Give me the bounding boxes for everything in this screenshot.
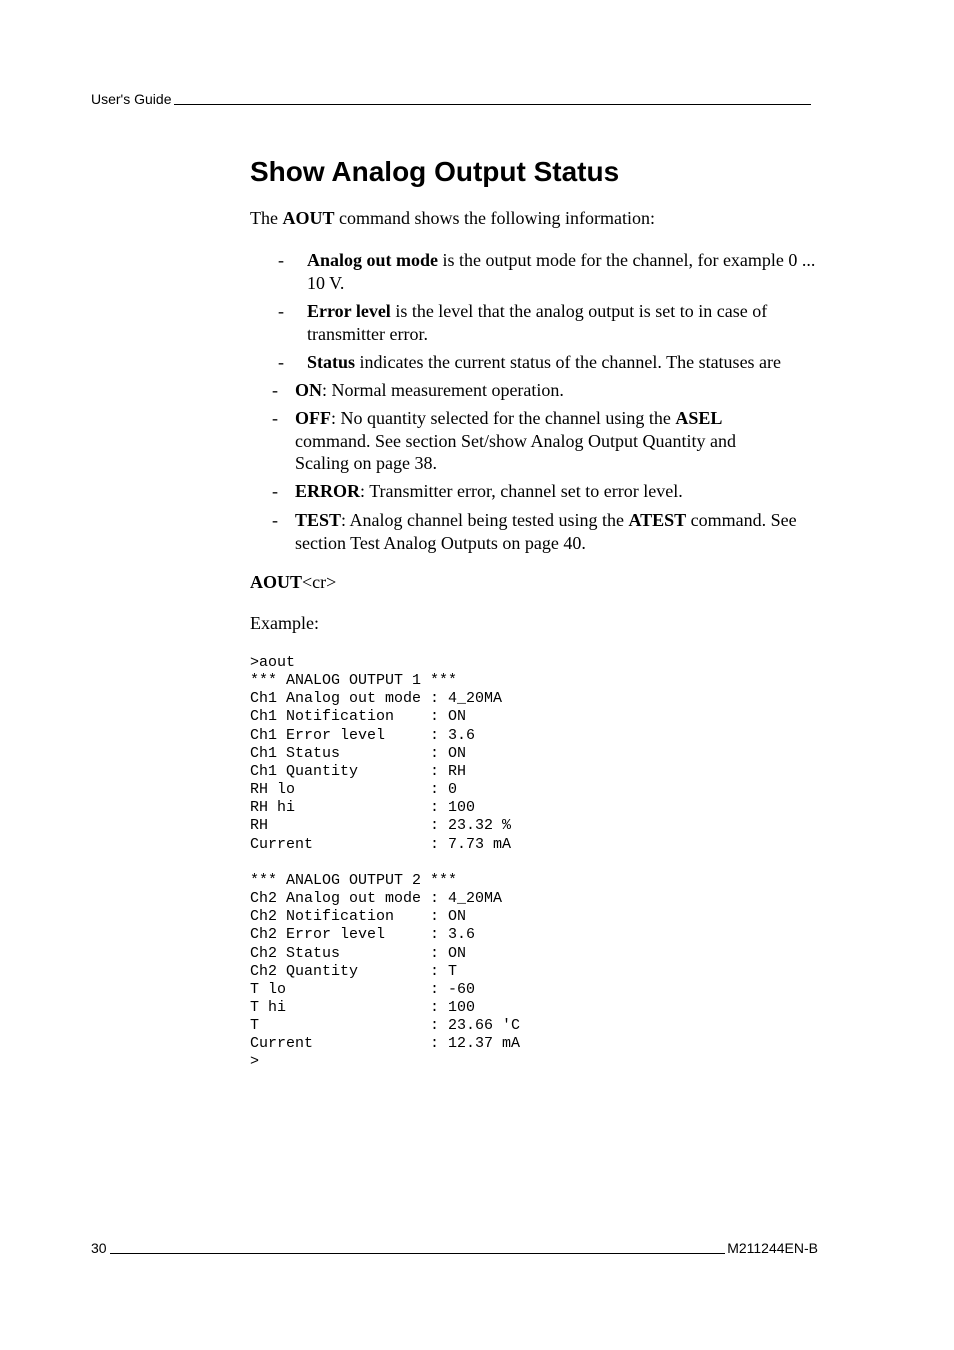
example-label: Example: (250, 613, 319, 633)
list-item-text: Status indicates the current status of the channel. The statuses are (307, 352, 782, 372)
list-bullet: - (272, 481, 278, 501)
list-item-text: Analog out mode is the output mode for the channel, for example 0 ... 10 V. (307, 250, 816, 293)
page-number: 30 (91, 1240, 107, 1256)
intro-text-post: command shows the following information: (334, 208, 655, 228)
header-text: User's Guide (91, 91, 172, 107)
intro-text-pre: The (250, 208, 283, 228)
list-bullet: - (278, 301, 284, 321)
list-item-text: ON: Normal measurement operation. (295, 380, 564, 400)
list-item-text: Error level is the level that the analog output is set to in case of transmitter error. (307, 301, 768, 344)
list-bullet: - (272, 380, 278, 400)
intro-command: AOUT (282, 208, 335, 228)
list-item-text: OFF: No quantity selected for the channel using the ASEL command. See section Set/show Analog Output Quantity and Scaling on page 38. (295, 408, 736, 473)
page-footer (91, 1239, 818, 1257)
document-code: M211244EN-B (727, 1240, 818, 1256)
footer-rule (110, 1252, 726, 1254)
list-item-text: TEST: Analog channel being tested using the ATEST command. See section Test Analog Outputs on page 40. (295, 510, 797, 553)
page-title: Show Analog Output Status (250, 156, 620, 187)
command-syntax: AOUT<cr> (250, 572, 337, 592)
list-bullet: - (272, 408, 278, 428)
list-bullet: - (278, 250, 284, 270)
page-header (91, 90, 813, 108)
intro-paragraph (250, 207, 655, 229)
example-code-block: >aout *** ANALOG OUTPUT 1 *** Ch1 Analog out mode : 4_20MA Ch1 Notification : ON Ch1 Error level : 3.6 Ch1 Status : ON Ch1 Quantity : RH RH lo : 0 RH hi : 100 RH : 23.32 % Current : 7.73 mA *** ANALOG OUTPUT 2 *** Ch2 Analog out mode : 4_20MA Ch2 Notification : ON Ch2 Error level : 3.6 Ch2 Status : ON Ch2 Quantity : T T lo : -60 T hi : 100 T : 23.66 'C Current : 12.37 mA > (250, 654, 521, 1071)
header-rule (174, 103, 811, 105)
list-bullet: - (278, 352, 284, 372)
list-item-text: ERROR: Transmitter error, channel set to error level. (295, 481, 683, 501)
list-bullet: - (272, 510, 278, 530)
